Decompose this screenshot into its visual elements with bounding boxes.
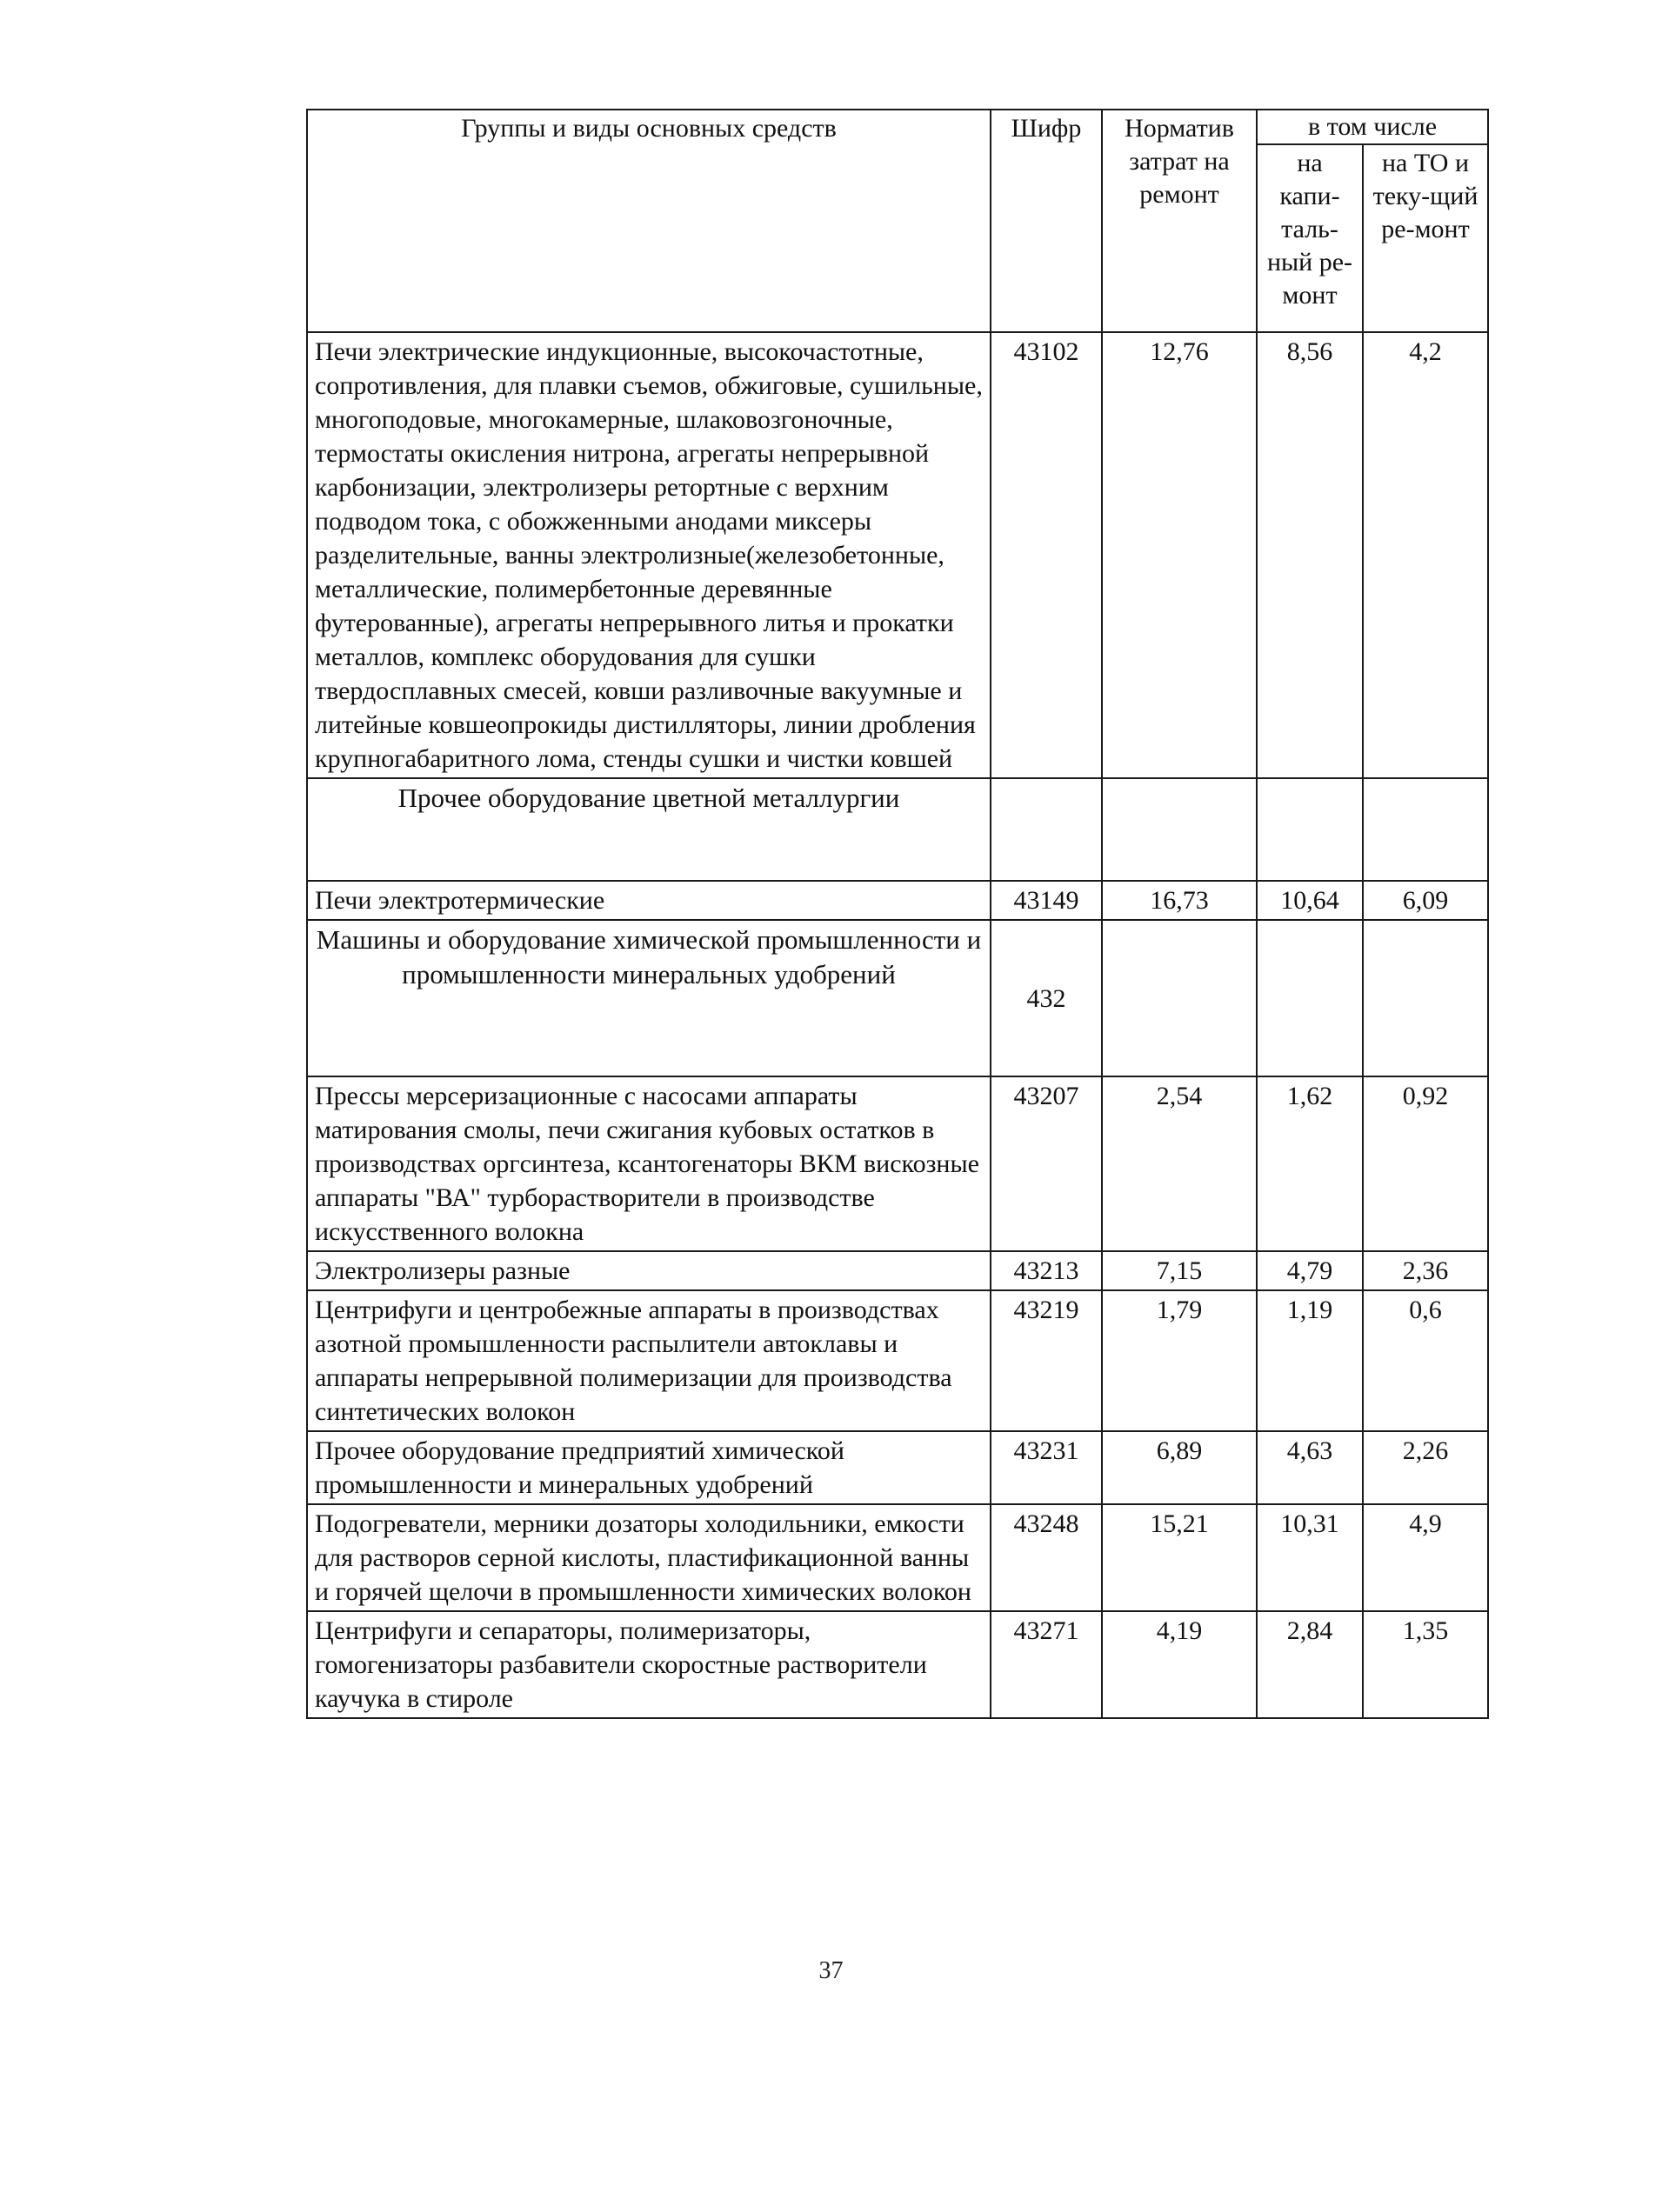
row-capital: 10,64 bbox=[1257, 881, 1363, 920]
table-row bbox=[307, 1611, 1488, 1718]
row-norm: 7,15 bbox=[1102, 1251, 1257, 1290]
row-capital: 2,84 bbox=[1257, 1611, 1363, 1718]
section-title: Машины и оборудование химической промышленности и промышленности минеральных удобрений bbox=[307, 920, 991, 1076]
page-number: 37 bbox=[818, 1957, 844, 1984]
table-row bbox=[307, 1251, 1488, 1290]
row-current: 2,36 bbox=[1363, 1251, 1488, 1290]
row-norm: 15,21 bbox=[1102, 1504, 1257, 1611]
row-current: 4,2 bbox=[1363, 332, 1488, 778]
row-name: Подогреватели, мерники дозаторы холодильники, емкости для растворов серной кислоты, пластификационной ванны и горячей щелочи в промышленности химических волокон bbox=[307, 1504, 991, 1611]
row-norm: 1,79 bbox=[1102, 1290, 1257, 1431]
row-capital: 8,56 bbox=[1257, 332, 1363, 778]
row-norm: 12,76 bbox=[1102, 332, 1257, 778]
header-row bbox=[307, 110, 1488, 144]
row-capital: 10,31 bbox=[1257, 1504, 1363, 1611]
section-code bbox=[991, 778, 1102, 881]
row-name: Электролизеры разные bbox=[307, 1251, 991, 1290]
row-code: 43248 bbox=[991, 1504, 1102, 1611]
row-name: Центрифуги и сепараторы, полимеризаторы, гомогенизаторы разбавители скоростные растворители каучука в стироле bbox=[307, 1611, 991, 1718]
row-norm: 4,19 bbox=[1102, 1611, 1257, 1718]
header-current: на ТО и теку-щий ре-монт bbox=[1363, 144, 1488, 332]
row-code: 43271 bbox=[991, 1611, 1102, 1718]
row-name: Печи электротермические bbox=[307, 881, 991, 920]
row-name: Прочее оборудование предприятий химической промышленности и минеральных удобрений bbox=[307, 1431, 991, 1504]
row-code: 43231 bbox=[991, 1431, 1102, 1504]
table-row bbox=[307, 1431, 1488, 1504]
row-capital: 4,79 bbox=[1257, 1251, 1363, 1290]
section-row bbox=[307, 778, 1488, 881]
row-code: 43219 bbox=[991, 1290, 1102, 1431]
row-current: 4,9 bbox=[1363, 1504, 1488, 1611]
empty-cell bbox=[1363, 778, 1488, 881]
header-including: в том числе bbox=[1257, 110, 1488, 144]
row-code: 43207 bbox=[991, 1076, 1102, 1251]
row-current: 2,26 bbox=[1363, 1431, 1488, 1504]
row-name: Печи электрические индукционные, высокочастотные, сопротивления, для плавки съемов, обжиговые, сушильные, многоподовые, многокамерные, шлаковозгоночные, термостаты окисления нитрона, агрегаты непрерывной карбонизации, электролизеры ретортные с верхним подводом тока, с обожженными анодами миксеры разделительные, ванны электролизные(железобетонные, металлические, полимербетонные деревянные футерованные), агрегаты непрерывного литья и прокатки металлов, комплекс оборудования для сушки твердосплавных смесей, ковши разливочные вакуумные и литейные ковшеопрокиды дистилляторы, линии дробления крупногабаритного лома, стенды сушки и чистки ковшей bbox=[307, 332, 991, 778]
row-name: Центрифуги и центробежные аппараты в производствах азотной промышленности распылители автоклавы и аппараты непрерывной полимеризации для производства синтетических волокон bbox=[307, 1290, 991, 1431]
section-row bbox=[307, 920, 1488, 1076]
row-capital: 4,63 bbox=[1257, 1431, 1363, 1504]
row-norm: 2,54 bbox=[1102, 1076, 1257, 1251]
section-title: Прочее оборудование цветной металлургии bbox=[307, 778, 991, 881]
row-code: 43213 bbox=[991, 1251, 1102, 1290]
row-current: 6,09 bbox=[1363, 881, 1488, 920]
row-current: 0,92 bbox=[1363, 1076, 1488, 1251]
header-capital: на капи-таль-ный ре-монт bbox=[1257, 144, 1363, 332]
row-norm: 6,89 bbox=[1102, 1431, 1257, 1504]
row-name: Прессы мерсеризационные с насосами аппараты матирования смолы, печи сжигания кубовых остатков в производствах оргсинтеза, ксантогенаторы ВКМ вискозные аппараты "ВА" турборастворители в производстве искусственного волокна bbox=[307, 1076, 991, 1251]
empty-cell bbox=[1257, 920, 1363, 1076]
row-capital: 1,19 bbox=[1257, 1290, 1363, 1431]
table-row bbox=[307, 332, 1488, 778]
row-current: 1,35 bbox=[1363, 1611, 1488, 1718]
table-row bbox=[307, 1290, 1488, 1431]
row-code: 43149 bbox=[991, 881, 1102, 920]
header-code: Шифр bbox=[991, 110, 1102, 332]
row-capital: 1,62 bbox=[1257, 1076, 1363, 1251]
table-row bbox=[307, 1504, 1488, 1611]
header-groups: Группы и виды основных средств bbox=[307, 110, 991, 332]
empty-cell bbox=[1102, 778, 1257, 881]
row-current: 0,6 bbox=[1363, 1290, 1488, 1431]
repair-norms-table bbox=[306, 109, 1489, 1719]
row-norm: 16,73 bbox=[1102, 881, 1257, 920]
empty-cell bbox=[1363, 920, 1488, 1076]
section-code: 432 bbox=[991, 920, 1102, 1076]
table-row bbox=[307, 1076, 1488, 1251]
row-code: 43102 bbox=[991, 332, 1102, 778]
empty-cell bbox=[1257, 778, 1363, 881]
table-row bbox=[307, 881, 1488, 920]
empty-cell bbox=[1102, 920, 1257, 1076]
header-norm: Норматив затрат на ремонт bbox=[1102, 110, 1257, 332]
